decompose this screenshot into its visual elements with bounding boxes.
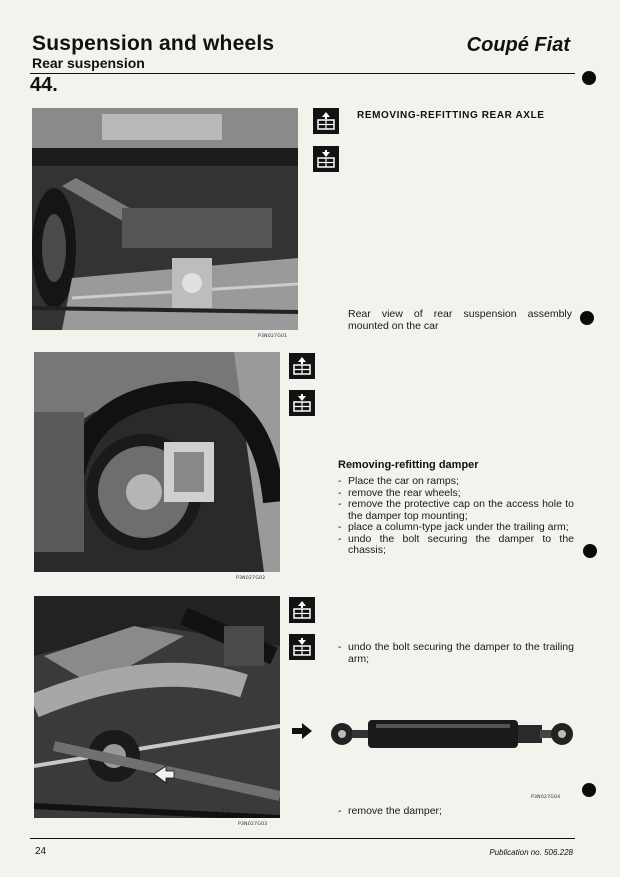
margin-bullet-icon <box>582 783 596 797</box>
rear-suspension-photo <box>32 108 298 330</box>
header-rule <box>30 73 575 74</box>
trailing-arm-steps-list <box>338 642 574 665</box>
photo-code: P3N027G02 <box>236 576 266 581</box>
section-heading-rear-axle: REMOVING-REFITTING REAR AXLE <box>357 110 545 121</box>
arrow-right-icon <box>292 723 312 744</box>
final-steps-list <box>338 806 574 818</box>
page-subtitle: Rear suspension <box>32 55 145 71</box>
refitting-icon <box>313 146 339 172</box>
removal-icon <box>289 597 315 623</box>
photo-caption: Rear view of rear suspension assembly mounted on the car <box>348 308 572 332</box>
page-title: Suspension and wheels <box>32 32 275 55</box>
list-item: - remove the damper; <box>338 806 574 818</box>
margin-bullet-icon <box>583 544 597 558</box>
removal-icon <box>313 108 339 134</box>
footer-rule <box>30 838 575 839</box>
photo-code: P3N027G03 <box>238 822 268 827</box>
list-item: - undo the bolt securing the damper to the trailing arm; <box>338 642 574 665</box>
list-item: - Place the car on ramps; <box>338 476 574 488</box>
page-number: 24 <box>35 846 47 857</box>
list-item: - place a column-type jack under the trailing arm; <box>338 522 574 534</box>
wheel-hub-photo <box>34 352 280 572</box>
margin-bullet-icon <box>582 71 596 85</box>
refitting-icon <box>289 390 315 416</box>
list-item: - remove the protective cap on the access hole to the damper top mounting; <box>338 499 574 522</box>
section-number: 44. <box>30 74 58 96</box>
margin-bullet-icon <box>580 311 594 325</box>
section-heading-damper: Removing-refitting damper <box>338 459 479 471</box>
publication-number: Publication no. 506.228 <box>489 848 573 857</box>
list-item: - undo the bolt securing the damper to the chassis; <box>338 534 574 557</box>
damper-mounting-photo <box>34 596 280 818</box>
refitting-icon <box>289 634 315 660</box>
photo-code: P3N027G01 <box>258 334 288 339</box>
damper-illustration <box>328 708 576 763</box>
damper-steps-list <box>338 476 574 557</box>
removal-icon <box>289 353 315 379</box>
brand-name: Coupé Fiat <box>466 34 570 56</box>
illustration-code: P3N027G04 <box>531 795 561 800</box>
list-item: - remove the rear wheels; <box>338 488 574 500</box>
photo-mark: 13 <box>222 809 229 815</box>
